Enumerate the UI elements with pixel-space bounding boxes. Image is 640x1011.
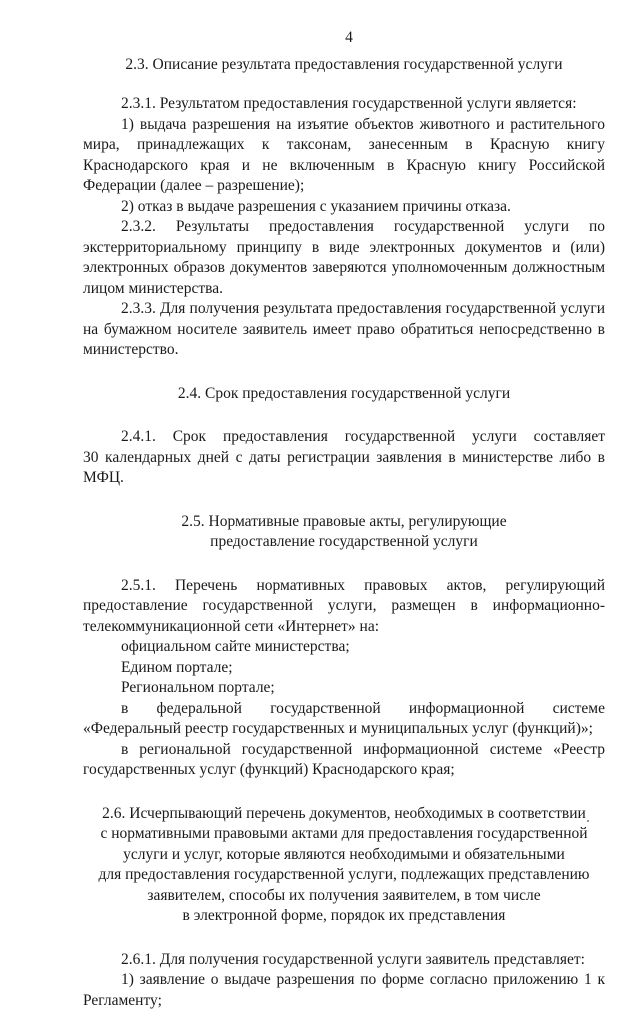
section-2-6-heading-line-6: в электронной форме, порядок их представления — [182, 907, 506, 924]
list-item-federal-registry: в федеральной государственной информационной системе «Федеральный реестр государственных и муниципальных услуг (функций)»; — [83, 699, 605, 737]
list-item-regional-portal: Региональном портале; — [121, 679, 275, 696]
document-page — [83, 28, 605, 1011]
section-2-6-heading-line-5: заявителем, способы их получения заявителем, в том числе — [147, 886, 541, 904]
list-item-regional-registry: в региональной государственной информационной системе «Реестр государственных услуг (функций) Краснодарского края; — [83, 740, 605, 778]
section-2-5-heading-line-2: предоставление государственной услуги — [210, 533, 478, 550]
paragraph-2-5-1: 2.5.1. Перечень нормативных правовых актов, регулирующий предоставление государственной услуги, размещен в информационно-телекоммуникационной сети «Интернет» на: — [83, 576, 605, 635]
list-item-ministry-site: официальном сайте министерства; — [121, 638, 350, 655]
section-2-3-heading: 2.3. Описание результата предоставления государственной услуги — [125, 55, 563, 73]
paragraph-2-4-1-rest: 30 календарных дней с даты регистрации заявления в министерстве либо в МФЦ. — [83, 448, 605, 486]
paragraph-2-4-1-line-1: 2.4.1. Срок предоставления государственной услуги составляет — [121, 428, 605, 445]
paragraph-2-3-2: 2.3.2. Результаты предоставления государственной услуги по экстерриториальному принципу в виде электронных документов и (или) электронных образов документов заверяются уполномоченным должностным лицом министерства. — [83, 218, 605, 297]
paragraph-2-3-1-item-2: 2) отказ в выдаче разрешения с указанием причины отказа. — [121, 197, 511, 215]
section-2-4-heading: 2.4. Срок предоставления государственной услуги — [177, 384, 511, 402]
list-item-unified-portal: Едином портале; — [121, 658, 233, 676]
section-2-6-heading-line-2: с нормативными правовыми актами для предоставления государственной — [100, 825, 588, 842]
section-2-6-heading-line-4: для предоставления государственной услуги, подлежащих представлению — [98, 866, 590, 883]
page-number: 4 — [345, 29, 353, 46]
scan-speck — [587, 820, 589, 822]
section-2-5-heading-line-1: 2.5. Нормативные правовые акты, регулирующие — [181, 512, 507, 530]
paragraph-2-3-3: 2.3.3. Для получения результата предоставления государственной услуги на бумажном носителе заявитель имеет право обратиться непосредственно в министерство. — [83, 300, 605, 358]
paragraph-2-6-1-item-1: 1) заявление о выдаче разрешения по форме согласно приложению 1 к Регламенту; — [83, 971, 605, 1009]
paragraph-2-3-1-item-1: 1) выдача разрешения на изъятие объектов животного и растительного мира, принадлежащих к таксонам, занесенным в Красную книгу Краснодарского края и не включенным в Красную книгу Российской Федерации (далее – разрешение); — [83, 115, 605, 194]
paragraph-2-3-1-intro: 2.3.1. Результатом предоставления государственной услуги является: — [121, 95, 577, 112]
paragraph-2-6-1-intro: 2.6.1. Для получения государственной услуги заявитель представляет: — [121, 950, 585, 968]
section-2-6-heading-line-1: 2.6. Исчерпывающий перечень документов, необходимых в соответствии — [102, 804, 586, 822]
section-2-6-heading-line-3: услуги и услуг, которые являются необходимыми и обязательными — [123, 845, 565, 863]
